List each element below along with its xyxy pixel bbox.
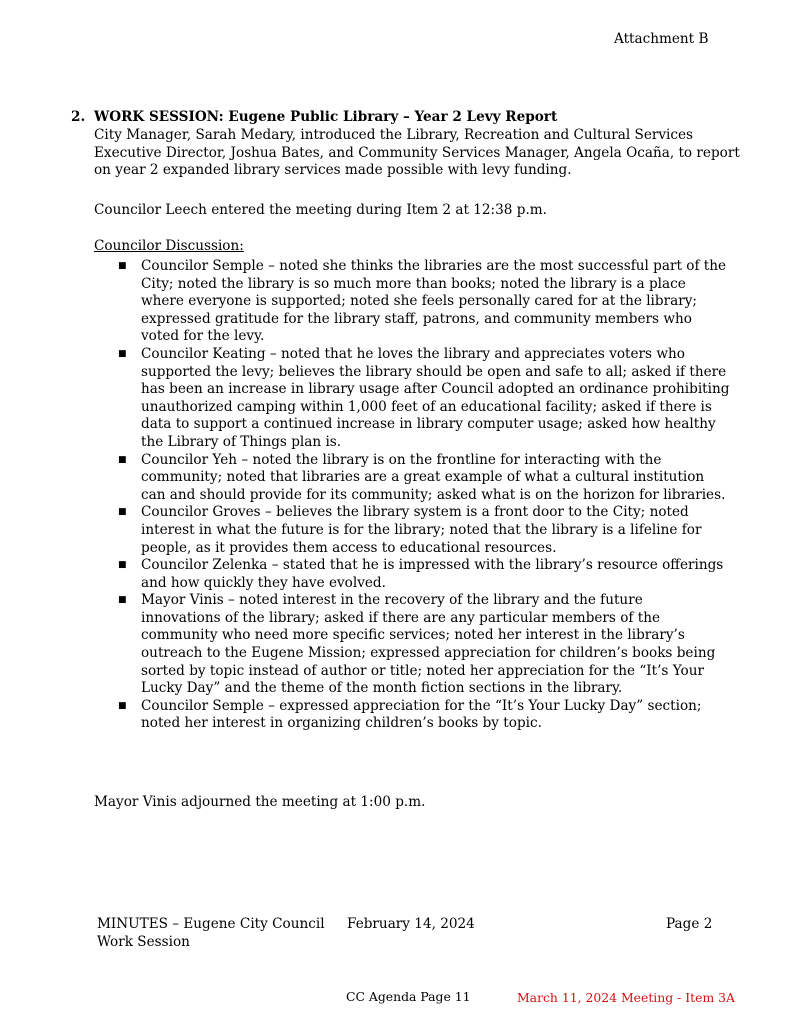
bullet-line: Councilor Yeh – noted the library is on the frontline for interacting with the: [141, 451, 662, 468]
discussion-bullet: [94, 345, 730, 452]
intro-line: Executive Director, Joshua Bates, and Community Services Manager, Angela Ocaña, to report: [94, 144, 740, 161]
footer-minutes-line: MINUTES – Eugene City Council: [97, 916, 325, 932]
bullet-line: can and should provide for its community; asked what is on the horizon for libraries.: [141, 486, 726, 503]
bullet-square-icon: ■: [118, 700, 127, 711]
bullet-line: community; noted that libraries are a great example of what a cultural institution: [141, 469, 705, 486]
bullet-line: Mayor Vinis – noted interest in the recovery of the library and the future: [141, 592, 643, 609]
leech-note: Councilor Leech entered the meeting during Item 2 at 12:38 p.m.: [94, 202, 547, 218]
discussion-bullet: [94, 258, 727, 346]
intro-line: on year 2 expanded library services made possible with levy funding.: [94, 162, 572, 179]
bullet-square-icon: ■: [118, 507, 127, 518]
footer-page-number: Page 2: [666, 916, 713, 932]
bullet-line: innovations of the library; asked if there are any particular members of the: [141, 609, 661, 626]
bullet-line: City; noted the library is so much more than books; noted the library is a place: [141, 275, 686, 292]
bullet-line: voted for the levy.: [141, 328, 265, 345]
footer-date: February 14, 2024: [347, 916, 475, 932]
intro-paragraph: [94, 127, 740, 180]
bullet-line: people, as it provides them access to educational resources.: [141, 539, 557, 556]
agenda-page-label: CC Agenda Page 11: [346, 989, 471, 1004]
section-number: 2.: [71, 109, 86, 125]
intro-line: City Manager, Sarah Medary, introduced the Library, Recreation and Cultural Services: [94, 127, 694, 143]
bullet-square-icon: ■: [118, 560, 127, 571]
bullet-line: supported the levy; believes the library should be open and safe to all; asked if there: [141, 363, 727, 380]
bullet-line: sorted by topic instead of author or title; noted her appreciation for the “It’s Your: [141, 662, 704, 679]
bullet-line: noted her interest in organizing children’s books by topic.: [141, 715, 542, 732]
discussion-bullet: [94, 504, 724, 557]
bullet-square-icon: ■: [118, 261, 127, 271]
bullet-line: Lucky Day” and the theme of the month fiction sections in the library.: [141, 680, 623, 697]
discussion-bullet: [94, 698, 724, 733]
bullet-line: Councilor Groves – believes the library system is a front door to the City; noted: [141, 504, 689, 521]
bullet-square-icon: ■: [118, 454, 127, 465]
bullet-square-icon: ■: [118, 595, 127, 606]
meeting-item-label: March 11, 2024 Meeting - Item 3A: [517, 990, 735, 1005]
bullet-line: Councilor Keating – noted that he loves the library and appreciates voters who: [141, 345, 685, 362]
bullet-line: has been an increase in library usage after Council adopted an ordinance prohibiting: [141, 381, 730, 398]
bullet-line: data to support a continued increase in library computer usage; asked how healthy: [141, 416, 716, 433]
footer-minutes: [97, 916, 325, 951]
bullet-line: unauthorized camping within 1,000 feet of an educational facility; asked if there is: [141, 398, 712, 415]
discussion-list: [94, 258, 730, 733]
discussion-label: Councilor Discussion:: [94, 238, 244, 254]
footer-minutes-line: Work Session: [97, 933, 190, 950]
discussion-bullet: [94, 557, 724, 592]
bullet-line: Councilor Semple – noted she thinks the libraries are the most successful part of the: [141, 258, 727, 274]
bullet-line: expressed gratitude for the library staff, patrons, and community members who: [141, 310, 692, 327]
section-title: WORK SESSION: Eugene Public Library – Year 2 Levy Report: [94, 109, 558, 125]
bullet-line: outreach to the Eugene Mission; expressed appreciation for children’s books being: [141, 645, 716, 662]
discussion-bullet: [94, 452, 724, 505]
bullet-line: and how quickly they have evolved.: [141, 574, 386, 591]
bullet-square-icon: ■: [118, 348, 127, 359]
bullet-line: community who need more specific services; noted her interest in the library’s: [141, 627, 685, 644]
attachment-label: Attachment B: [614, 31, 709, 47]
adjourn-note: Mayor Vinis adjourned the meeting at 1:00 p.m.: [94, 794, 426, 810]
bullet-line: Councilor Semple – expressed appreciation for the “It’s Your Lucky Day” section;: [141, 697, 702, 714]
bullet-line: where everyone is supported; noted she feels personally cared for at the library;: [141, 293, 697, 310]
bullet-line: interest in what the future is for the library; noted that the library is a lifeline for: [141, 521, 702, 538]
bullet-line: the Library of Things plan is.: [141, 433, 342, 450]
discussion-bullet: [94, 592, 724, 698]
bullet-line: Councilor Zelenka – stated that he is impressed with the library’s resource offerings: [141, 557, 724, 574]
